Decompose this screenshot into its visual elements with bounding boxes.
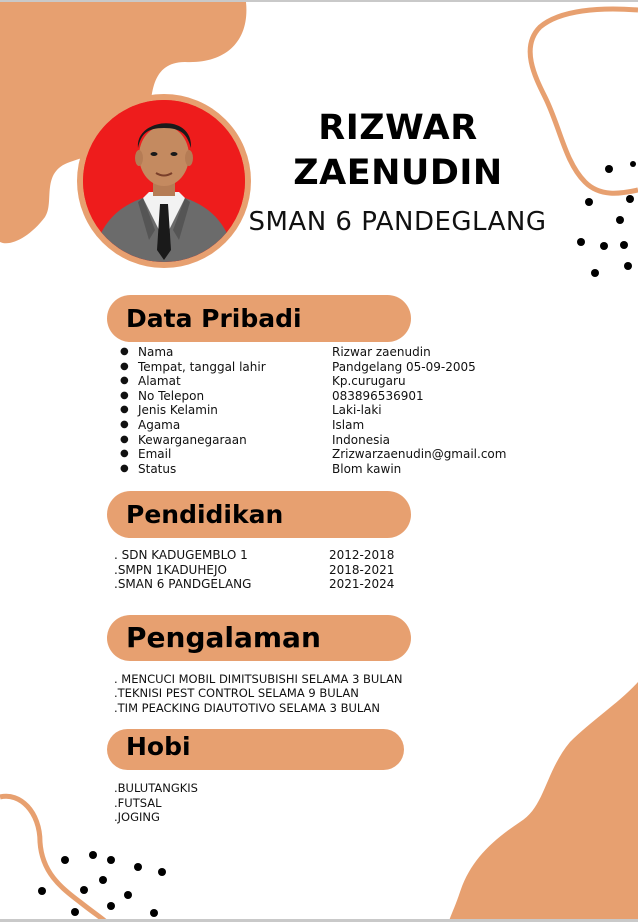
info-value: 083896536901 [332,388,424,403]
education-school: .SMAN 6 PANDGELANG [114,577,252,592]
top-right-dots [577,161,636,277]
bullet-icon: ● [120,433,129,445]
bullet-icon: ● [120,418,129,430]
info-value: Indonesia [332,432,391,447]
list-item: .FUTSAL [114,795,162,810]
top-right-outline [530,9,638,193]
info-value: Zrizwarzaenudin@gmail.com [332,447,507,462]
section-heading-pendidikan: Pendidikan [107,491,411,538]
profile-photo [83,100,245,262]
list-item: .JOGING [114,810,160,825]
bullet-icon: ● [120,346,129,357]
list-item [120,418,506,433]
list-item [114,577,394,592]
info-label: Kewarganegaraan [138,432,247,447]
list-item [120,389,506,404]
info-value: Blom kawin [332,461,402,476]
education-years: 2018-2021 [329,562,395,577]
list-item: .TIM PEACKING DIAUTOTIVO SELAMA 3 BULAN [114,700,381,715]
experience-list [114,672,404,715]
info-label: No Telepon [138,388,205,403]
list-item [120,462,506,477]
bullet-icon: ● [120,404,129,416]
list-item [120,433,506,448]
section-heading-pengalaman: Pengalaman [107,615,411,661]
info-label: Alamat [138,374,181,389]
list-item: .TEKNISI PEST CONTROL SELAMA 9 BULAN [114,686,359,701]
education-school: . SDN KADUGEMBLO 1 [114,548,248,562]
list-item [120,345,506,360]
education-list [114,548,394,592]
education-years: 2012-2018 [329,548,395,562]
bottom-right-blob [448,682,638,922]
info-label: Nama [138,345,174,359]
info-value: Laki-laki [332,403,382,418]
list-item [120,447,506,462]
person-name [280,106,516,196]
name-line-2: ZAENUDIN [293,153,503,193]
section-heading-data-pribadi: Data Pribadi [107,295,411,342]
info-label: Status [138,461,177,476]
info-label: Tempat, tanggal lahir [138,359,266,374]
info-value: Rizwar zaenudin [332,345,431,359]
list-item [120,374,506,389]
list-item: . MENCUCI MOBIL DIMITSUBISHI SELAMA 3 BULAN [114,672,403,686]
personal-data-list [120,345,506,476]
education-years: 2021-2024 [329,577,395,592]
education-school: .SMPN 1KADUHEJO [114,562,227,577]
list-item: .BULUTANGKIS [114,781,198,795]
bullet-icon: ● [120,360,129,372]
profile-photo-frame [77,94,251,268]
info-value: Islam [332,417,365,432]
bullet-icon: ● [120,462,129,474]
bullet-icon: ● [120,389,129,401]
info-label: Jenis Kelamin [138,403,218,418]
section-heading-hobi: Hobi [107,729,404,770]
info-label: Agama [138,417,181,432]
bottom-left-outline [0,796,108,922]
list-item [114,548,394,563]
list-item [120,403,506,418]
bullet-icon: ● [120,448,129,460]
bullet-icon: ● [120,375,129,387]
info-label: Email [138,447,172,462]
list-item [114,563,394,578]
info-value: Kp.curugaru [332,374,406,389]
person-avatar-icon [83,100,245,262]
hobby-list [114,781,198,825]
school-title: SMAN 6 PANDEGLANG [248,207,547,237]
list-item [120,360,506,375]
info-value: Pandgelang 05-09-2005 [332,359,476,374]
name-line-1: RIZWAR [318,108,478,148]
